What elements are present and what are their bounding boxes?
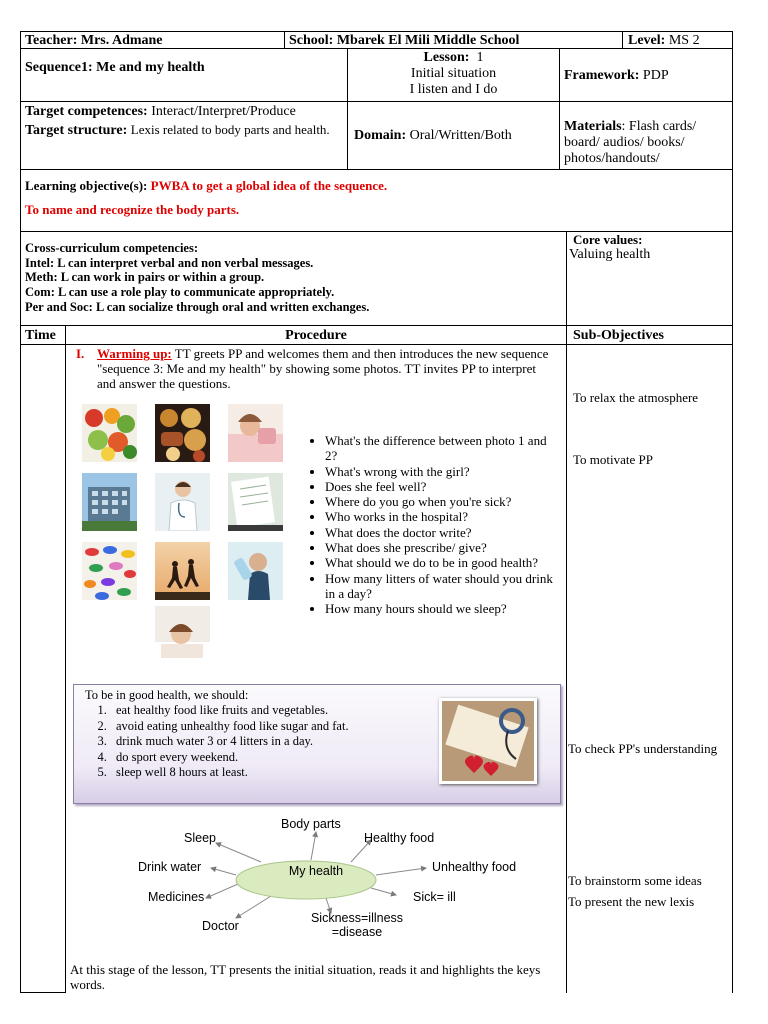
lesson-subtitle: Initial situation: [410, 66, 497, 81]
warmup-text: TT greets PP and welcomes them and then introduces the new sequence "sequence 3: Me and my health" by showing some photos. TT invites PP to interpret and answer the questions.: [97, 346, 549, 391]
photo-doctor: [155, 473, 210, 531]
questions-list: [299, 433, 554, 617]
warmup-numeral: I.: [76, 346, 85, 361]
cross-intel: Intel: L can interpret verbal and non verbal messages.: [25, 255, 314, 270]
photo-sleeping: [155, 606, 210, 664]
question-item: • Does she feel well?: [325, 479, 554, 494]
mindmap-sickness-line-2: =disease: [331, 925, 383, 939]
photo-medicines: [82, 542, 137, 600]
good-health-intro: To be in good health, we should:: [85, 688, 249, 702]
table-border: [20, 31, 733, 32]
table-border: [732, 31, 733, 993]
objective-line-2: To name and recognize the body parts.: [25, 202, 240, 217]
photo-healthy-food: [82, 404, 137, 462]
cross-per: Per and Soc: L can socialize through oral and written exchanges.: [25, 299, 370, 314]
lesson-info: [348, 50, 559, 98]
mindmap-sick: Sick= ill: [413, 890, 456, 904]
warmup-paragraph: [97, 346, 552, 391]
good-health-item: 5. sleep well 8 hours at least.: [110, 765, 432, 781]
materials-value: : Flash cards/ board/ audios/ books/ photos/handouts/: [564, 119, 697, 166]
sequence-title: Sequence1: Me and my health: [25, 60, 205, 75]
sub-objective-present: To present the new lexis: [568, 894, 695, 909]
lesson-label: Lesson:: [423, 50, 470, 65]
table-border: [20, 169, 733, 170]
table-border: [20, 344, 733, 345]
question-item: • What's wrong with the girl?: [325, 464, 554, 479]
framework-value: PDP: [642, 68, 669, 83]
mindmap-unhealthy-food: Unhealthy food: [432, 860, 517, 874]
cross-curriculum: [25, 241, 369, 315]
sub-objective-check: To check PP's understanding: [568, 741, 718, 756]
structure-label: Target structure:: [25, 123, 128, 138]
objective-line-1: PWBA to get a global idea of the sequence.: [150, 178, 388, 193]
competences-value: Interact/Interpret/Produce: [151, 104, 296, 119]
core-values-title: Core values:: [573, 232, 643, 247]
question-item: • Who works in the hospital?: [325, 509, 554, 524]
teacher-name: Teacher: Mrs. Admane: [25, 33, 163, 48]
mindmap-sickness: [302, 911, 412, 939]
materials-label: Materials: [564, 119, 622, 134]
level-label: Level:: [628, 33, 666, 48]
photo-drinking-water: [228, 542, 283, 600]
photo-prescription: [228, 473, 283, 531]
good-health-item: 4. do sport every weekend.: [110, 750, 432, 766]
mindmap-sickness-line-1: Sickness=illness: [310, 911, 404, 925]
mindmap-doctor: Doctor: [202, 919, 239, 933]
column-procedure: Procedure: [285, 328, 347, 343]
objective-label: Learning objective(s):: [25, 178, 148, 193]
good-health-item: 3. drink much water 3 or 4 litters in a day.: [110, 734, 432, 750]
question-item: • What does she prescribe/ give?: [325, 540, 554, 555]
learning-objective: [25, 178, 387, 193]
mindmap-medicines: Medicines: [148, 890, 205, 904]
photo-hospital: [82, 473, 137, 531]
domain: [354, 128, 512, 144]
table-border: [20, 101, 733, 102]
framework: [564, 68, 669, 84]
question-item: • What's the difference between photo 1 and 2?: [325, 433, 554, 464]
warmup-title: Warming up:: [97, 346, 172, 361]
mindmap-center: My health: [288, 864, 344, 878]
domain-value: Oral/Written/Both: [409, 128, 512, 143]
core-values-value: Valuing health: [569, 247, 651, 262]
good-health-list: [72, 703, 432, 781]
table-border: [559, 48, 560, 169]
school-name: School: Mbarek El Mili Middle School: [289, 33, 520, 48]
target-competences: [25, 104, 345, 120]
level: [628, 33, 700, 49]
good-health-item: 2. avoid eating unhealthy food like sugar and fat.: [110, 719, 432, 735]
question-item: • How many hours should we sleep?: [325, 601, 554, 616]
sub-objective-brainstorm: To brainstorm some ideas: [568, 873, 702, 888]
materials: [564, 119, 724, 167]
mindmap-drink-water: Drink water: [138, 860, 202, 874]
framework-label: Framework:: [564, 68, 640, 83]
structure-value: Lexis related to body parts and health.: [130, 122, 330, 137]
competences-label: Target competences:: [25, 104, 148, 119]
table-border: [20, 992, 65, 993]
question-item: • What does the doctor write?: [325, 525, 554, 540]
table-border: [20, 31, 21, 993]
cross-com: Com: L can use a role play to communicate appropriately.: [25, 285, 335, 300]
closing-text: At this stage of the lesson, TT presents the initial situation, reads it and highlights the keys words.: [70, 962, 541, 992]
lesson-number: 1: [476, 50, 484, 65]
lesson-activity: I listen and I do: [409, 82, 498, 97]
photo-sick-girl: [228, 404, 283, 462]
cross-meth: Meth: L can work in pairs or within a group.: [25, 270, 265, 285]
mindmap-body-parts: Body parts: [281, 817, 341, 831]
sub-objective-relax: To relax the atmosphere: [573, 390, 699, 405]
level-value: MS 2: [668, 33, 700, 48]
photo-sport: [155, 542, 210, 600]
sub-objective-motivate: To motivate PP: [573, 452, 653, 467]
mindmap-healthy-food: Healthy food: [364, 831, 435, 845]
question-item: • Where do you go when you're sick?: [325, 494, 554, 509]
table-border: [622, 31, 623, 48]
table-border: [20, 325, 733, 326]
column-time: Time: [25, 328, 56, 343]
column-sub-objectives: Sub-Objectives: [573, 328, 664, 343]
table-border: [284, 31, 285, 48]
mindmap-sleep: Sleep: [184, 831, 216, 845]
photo-junk-food: [155, 404, 210, 462]
question-item: • What should we do to be in good health?: [325, 555, 554, 570]
good-health-image: [439, 698, 537, 784]
domain-label: Domain:: [354, 128, 407, 143]
question-item: • How many litters of water should you drink in a day?: [325, 571, 554, 602]
table-border: [566, 231, 567, 993]
good-health-item: 1. eat healthy food like fruits and vegetables.: [110, 703, 432, 719]
cross-title: Cross-curriculum competencies:: [25, 241, 198, 255]
target-structure: [25, 122, 330, 139]
